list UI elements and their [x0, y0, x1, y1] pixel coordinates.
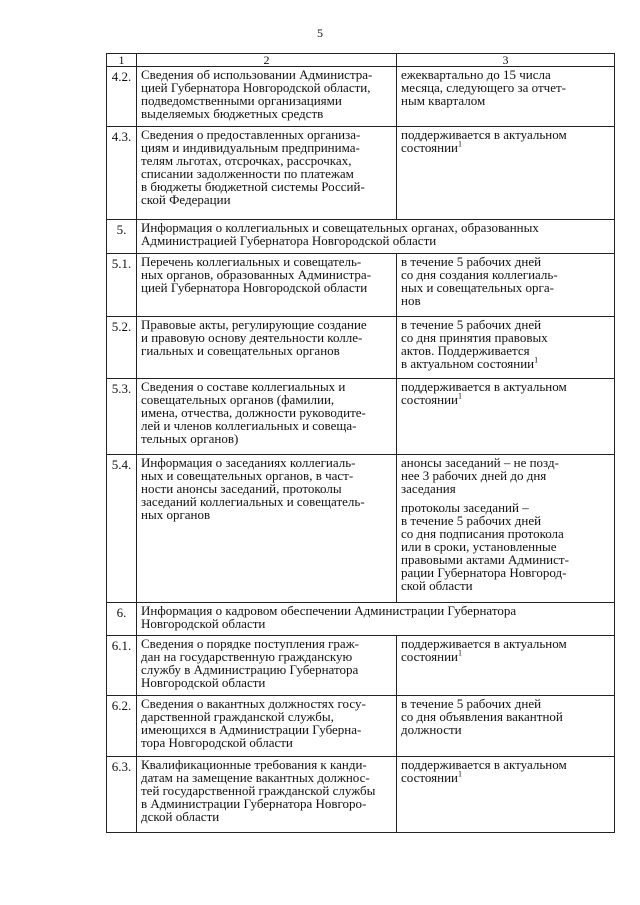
table-row	[107, 455, 615, 603]
row-number: 5.2.	[107, 317, 137, 379]
footnote-marker: 1	[457, 769, 462, 779]
disclosure-table	[106, 53, 615, 833]
section-number: 6.	[107, 603, 137, 636]
header-col-3: 3	[397, 54, 615, 67]
row-description: Сведения о предоставленных организа- циям и индивидуальным предпринима- телям льготах, отсрочках, рассрочках, списании задолженности по платежам в бюджеты бюджетной системы Россий- ской Федерации	[141, 127, 365, 207]
section-title: Информация о коллегиальных и совещательных органах, образованных Администрацией Губернатора Новгородской области	[141, 220, 539, 248]
row-description: Сведения о вакантных должностях госу- дарственной гражданской службы, имеющихся в Администрации Губерна- тора Новгородской области	[141, 696, 366, 750]
row-description: Сведения об использовании Администра- цией Губернатора Новгородской области, подведомственными организациями выделяемых бюджетных средств	[141, 67, 373, 121]
footnote-marker: 1	[534, 355, 539, 365]
row-number: 4.2.	[107, 67, 137, 127]
footnote-marker: 1	[457, 648, 462, 658]
section-number: 5.	[107, 220, 137, 254]
row-number: 6.3.	[107, 757, 137, 833]
row-deadline-protocols: протоколы заседаний – в течение 5 рабочих дней со дня подписания протокола или в сроки, установленные правовыми актами Админист- рации Губернатора Новгород- ской области	[401, 500, 569, 593]
row-description: Перечень коллегиальных и совещатель- ных органов, образованных Администра- цией Губернатора Новгородской области	[141, 254, 372, 295]
row-number: 6.1.	[107, 636, 137, 696]
row-deadline: поддерживается в актуальном состоянии$^1$	[401, 127, 567, 155]
row-deadline: поддерживается в актуальном состоянии$^1$	[401, 636, 567, 664]
table-row	[107, 379, 615, 455]
footnote-marker: 1	[457, 139, 462, 149]
page-number: 5	[317, 26, 323, 40]
section-title: Информация о кадровом обеспечении Администрации Губернатора Новгородской области	[141, 603, 517, 631]
row-deadline: в течение 5 рабочих дней со дня принятия правовых актов. Поддерживается в актуальном состоянии$^1$	[401, 317, 548, 371]
row-number: 5.4.	[107, 455, 137, 603]
row-description: Информация о заседаниях коллегиаль- ных и совещательных органов, в част- ности анонсы заседаний, протоколы заседаний коллегиальных и совещатель- ных органов	[141, 455, 365, 522]
row-deadline: в течение 5 рабочих дней со дня создания коллегиаль- ных и совещательных орга- нов	[401, 254, 558, 308]
row-description: Правовые акты, регулирующие создание и правовую основу деятельности колле- гиальных и совещательных органов	[141, 317, 367, 358]
row-description: Сведения о составе коллегиальных и совещательных органов (фамилии, имена, отчества, должности руководите- лей и членов коллегиальных и совеща- тельных органов)	[141, 379, 366, 446]
footnote-marker: 1	[457, 391, 462, 401]
row-deadline: в течение 5 рабочих дней со дня объявления вакантной должности	[401, 696, 563, 737]
header-col-1: 1	[107, 54, 137, 67]
table-header-row	[107, 54, 615, 67]
table-row	[107, 636, 615, 696]
table-row	[107, 254, 615, 317]
row-deadline: ежеквартально до 15 числа месяца, следующего за отчет- ным кварталом	[401, 67, 567, 108]
table-row	[107, 127, 615, 220]
row-description: Квалификационные требования к канди- датам на замещение вакантных должнос- тей государственной гражданской службы в Администрации Губернатора Новгоро- дской области	[141, 757, 376, 824]
row-number: 5.3.	[107, 379, 137, 455]
row-description: Сведения о порядке поступления граж- дан на государственную гражданскую службу в Администрацию Губернатора Новгородской области	[141, 636, 360, 690]
section-row	[107, 220, 615, 254]
table-row	[107, 317, 615, 379]
row-number: 6.2.	[107, 696, 137, 757]
row-deadline: поддерживается в актуальном состоянии$^1$	[401, 379, 567, 407]
row-number: 5.1.	[107, 254, 137, 317]
row-number: 4.3.	[107, 127, 137, 220]
row-deadline-announcements: анонсы заседаний – не позд- нее 3 рабочих дней до дня заседания	[401, 455, 559, 496]
table-row	[107, 67, 615, 127]
header-col-2: 2	[137, 54, 397, 67]
section-row	[107, 603, 615, 636]
table-row	[107, 696, 615, 757]
table-row	[107, 757, 615, 833]
row-deadline: поддерживается в актуальном состоянии$^1$	[401, 757, 567, 785]
